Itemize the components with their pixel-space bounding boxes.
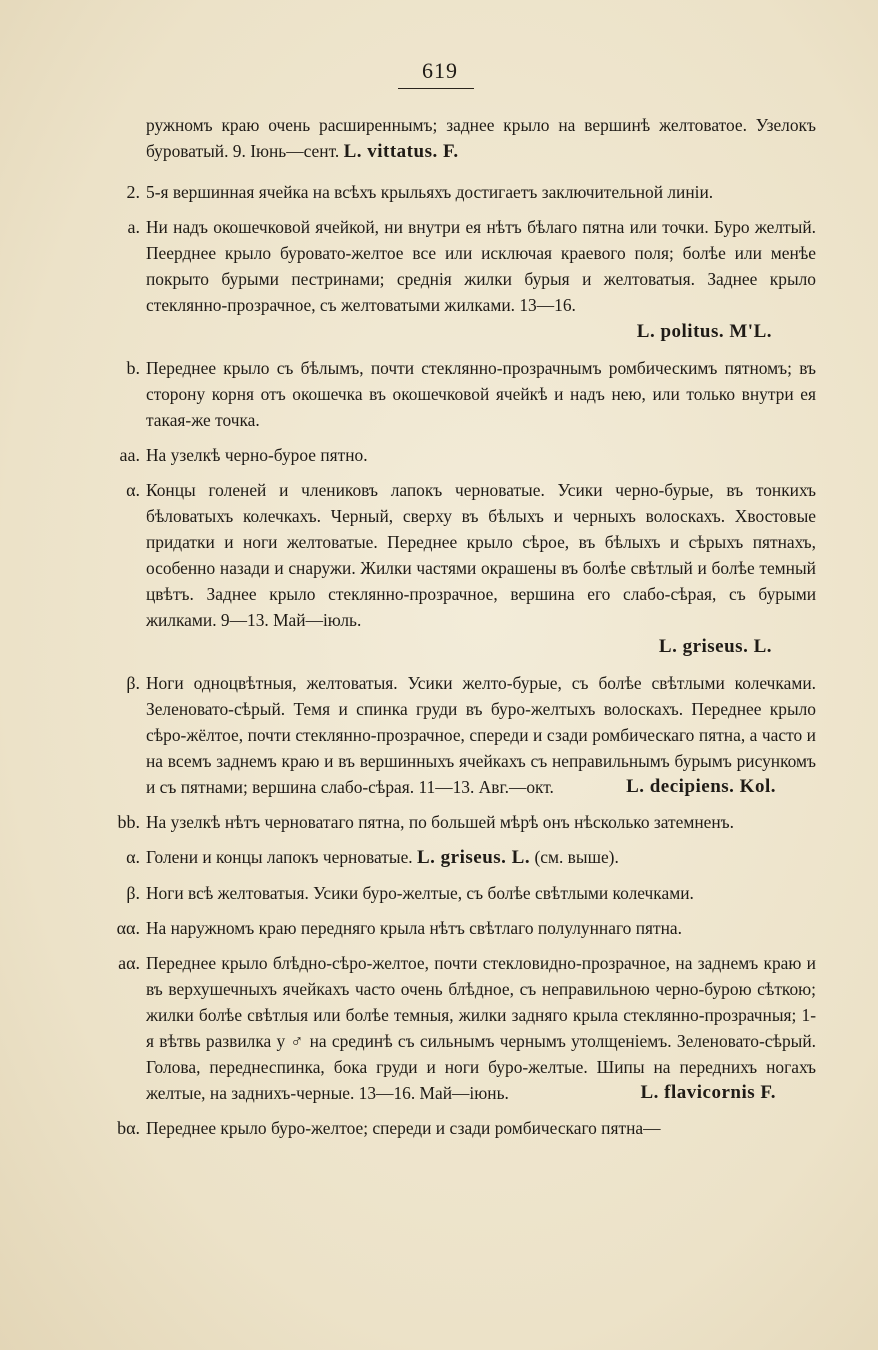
- entry-text: ружномъ краю очень расширеннымъ; заднее крыло на вершинѣ желтоватое. Узелокъ буроватый. 9. Іюнь—сент.: [146, 115, 816, 161]
- species-name: L. griseus. L.: [417, 847, 531, 868]
- entry-text: На наружномъ краю передняго крыла нѣтъ свѣтлаго полулуннаго пятна.: [146, 918, 682, 938]
- entry-text: На узелкѣ нѣтъ черноватаго пятна, по большей мѣрѣ онъ нѣсколько затемненъ.: [146, 812, 734, 832]
- key-entry: [96, 915, 816, 941]
- entry-marker: β.: [126, 673, 140, 693]
- entry-text: На узелкѣ черно-бурое пятно.: [146, 445, 368, 465]
- entry-marker: bα.: [117, 1118, 140, 1138]
- entry-marker: b.: [126, 358, 140, 378]
- key-entry: [96, 214, 816, 346]
- entry-marker: β.: [126, 883, 140, 903]
- species-name: L. politus. M'L.: [636, 321, 772, 342]
- entry-text: Переднее крыло буро-желтое; спереди и сзади ромбическаго пятна—: [146, 1118, 661, 1138]
- key-entry: [96, 477, 816, 661]
- entry-text: Концы голеней и члениковъ лапокъ черноватые. Усики черно-бурые, въ тонкихъ бѣловатыхъ колечкахъ. Черный, сверху въ бѣлыхъ и черныхъ волоскахъ. Хвостовые придатки и ноги желтоватые. Переднее крыло сѣрое, въ бѣлыхъ и сѣрыхъ пятнахъ, особенно назади и снаружи. Жилки частями окрашены въ болѣе свѣтлый и болѣе темный цвѣтъ. Заднее крыло стеклянно-прозрачное, вершина его слабо-сѣрая, съ бурыми жилками. 9—13. Май—іюль.: [146, 480, 816, 630]
- entry-text: 5-я вершинная ячейка на всѣхъ крыльяхъ достигаетъ заключительной линіи.: [146, 182, 714, 202]
- entry-marker: 2.: [126, 182, 140, 202]
- entry-text: Переднее крыло съ бѣлымъ, почти стеклянно-прозрачнымъ ромбическимъ пятномъ; въ сторону корня отъ окошечка въ окошечковой ячейкѣ и надъ нею, или только внутри ея такая-же точка.: [146, 358, 816, 430]
- entry-text: Переднее крыло блѣдно-сѣро-желтое, почти стекловидно-прозрачное, на заднемъ краю и въ верхушечныхъ ячейкахъ часто очень блѣдное, съ неправильною черно-бурою сѣткою; жилки болѣе свѣтлыя или болѣе темныя, жилки задняго крыла стеклянно-прозрачныя; 1-я вѣтвь развилка у ♂ на срединѣ съ сильнымъ чернымъ утолщеніемъ. Зеленовато-сѣрый. Голова, переднеспинка, бока груди и ноги буро-желтые. Шипы на переднихъ ногахъ желтые, на заднихъ-черные. 13—16. Май—іюнь.: [146, 953, 816, 1103]
- entry-text-tail: (см. выше).: [534, 847, 619, 867]
- page-number: 619: [422, 58, 458, 83]
- key-entry: [96, 355, 816, 433]
- species-name: L. decipiens. Kol.: [626, 776, 776, 797]
- key-entry: [96, 442, 816, 468]
- entry-marker: aα.: [118, 953, 140, 973]
- key-text: [96, 112, 816, 1150]
- species-name: L. vittatus. F.: [343, 141, 459, 162]
- species-name: L. griseus. L.: [658, 636, 772, 657]
- entry-marker: α.: [126, 480, 140, 500]
- entry-text: Ноги всѣ желтоватыя. Усики буро-желтые, съ болѣе свѣтлыми колечками.: [146, 883, 694, 903]
- entry-marker: a.: [127, 217, 140, 237]
- key-entry: [96, 670, 816, 800]
- key-entry: [96, 844, 816, 871]
- key-entry: [96, 809, 816, 835]
- entry-text: Голени и концы лапокъ черноватые.: [146, 847, 413, 867]
- key-entry: [96, 179, 816, 205]
- entry-marker: α.: [126, 847, 140, 867]
- entry-marker: bb.: [117, 812, 140, 832]
- entry-marker: αα.: [116, 918, 140, 938]
- species-name: L. flavicornis F.: [640, 1082, 776, 1103]
- entry-text: Ни надъ окошечковой ячейкой, ни внутри ея нѣтъ бѣлаго пятна или точки. Буро желтый. Пеерднее крыло буровато-желтое все или исключая краевого поля; болѣе или менѣе покрыто бурыми пестринами; среднія жилки бурыя и желтоватыя. Заднее крыло стеклянно-прозрачное, съ желтоватыми жилками. 13—16.: [146, 217, 816, 315]
- page-number-rule: [398, 88, 474, 89]
- key-entry: [96, 112, 816, 165]
- entry-marker: aa.: [119, 445, 140, 465]
- key-entry: [96, 1115, 816, 1141]
- key-entry: [96, 950, 816, 1106]
- key-entry: [96, 880, 816, 906]
- entry-text: Ноги одноцвѣтныя, желтоватыя. Усики желто-бурые, съ болѣе свѣтлыми колечками. Зеленовато-сѣрый. Темя и спинка груди въ буро-желтыхъ волоскахъ. Переднее крыло сѣро-жёлтое, почти стеклянно-прозрачное, спереди и сзади ромбическаго пятна, а часто и на всемъ заднемъ краю и въ вершинныхъ ячейкахъ съ неправильнымъ бурымъ рисункомъ и съ пятнами; вершина слабо-сѣрая. 11—13. Авг.—окт.: [146, 673, 816, 797]
